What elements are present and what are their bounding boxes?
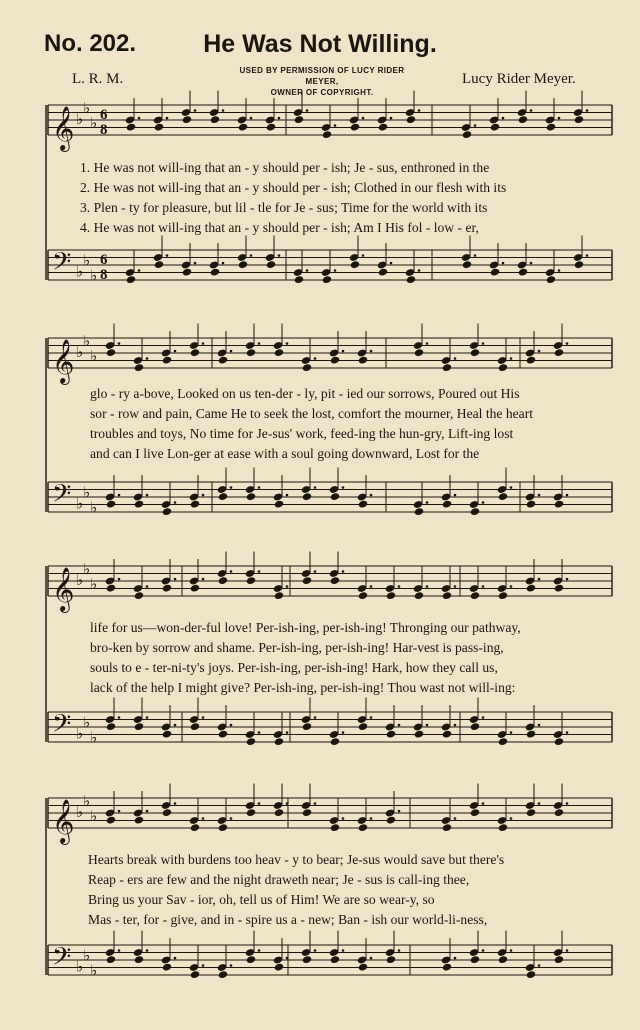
time-signature-digit: 6	[100, 252, 108, 268]
flat-sign-icon: ♭	[83, 946, 91, 965]
permission-line-1: USED BY PERMISSION OF LUCY RIDER MEYER,	[239, 66, 405, 86]
permission-line-2: OWNER OF COPYRIGHT.	[270, 88, 374, 97]
notehead	[358, 963, 368, 972]
dot	[538, 802, 541, 805]
flat-sign-icon: ♭	[90, 498, 98, 517]
notehead	[386, 955, 396, 964]
notehead	[330, 823, 340, 832]
lyric-verse-1: 1. He was not will-ing that an - y should per - ish; Je - sus, enthroned in the	[80, 160, 490, 175]
flat-sign-icon: ♭	[83, 251, 91, 270]
dot	[538, 964, 541, 967]
flat-sign-icon: ♭	[83, 98, 91, 117]
notehead	[526, 808, 536, 817]
flat-sign-icon: ♭	[76, 957, 84, 976]
notehead	[554, 808, 564, 817]
hymn-title: He Was Not Willing.	[203, 30, 437, 58]
flat-sign-icon: ♭	[76, 724, 84, 743]
hymn-meter: L. R. M.	[72, 71, 124, 87]
dot	[566, 802, 569, 805]
lyric-verse-4: 4. He was not will-ing that an - y should per - ish; Am I His fol - low - er,	[80, 220, 479, 235]
lyric-verse-4: Mas - ter, for - give, and in - spire us a - new; Ban - ish our world-li-ness,	[88, 912, 488, 927]
dot	[370, 957, 373, 960]
dot	[398, 810, 401, 813]
notehead	[470, 808, 480, 817]
bass-clef-icon: 𝄢	[52, 709, 72, 745]
flat-sign-icon: ♭	[76, 110, 84, 128]
lyric-verse-4: and can I live Lon-ger at ease with a soul going downward, Lost for the	[90, 446, 480, 461]
dot	[314, 802, 317, 805]
dot	[370, 817, 373, 820]
flat-sign-icon: ♭	[83, 483, 91, 502]
bass-clef-icon: 𝄢	[52, 247, 72, 283]
flat-sign-icon: ♭	[90, 728, 98, 747]
lyric-verse-2: sor - row and pain, Came He to seek the lost, comfort the mourner, Heal the heart	[90, 406, 533, 421]
flat-sign-icon: ♭	[83, 331, 91, 350]
notehead	[274, 963, 284, 972]
flat-sign-icon: ♭	[76, 262, 84, 281]
hymn-author: Lucy Rider Meyer.	[462, 71, 576, 87]
dot	[342, 817, 345, 820]
flat-sign-icon: ♭	[90, 113, 98, 132]
dot	[258, 802, 261, 805]
notehead	[162, 963, 172, 972]
time-signature-digit: 8	[100, 122, 108, 138]
dot	[202, 817, 205, 820]
flat-sign-icon: ♭	[83, 713, 91, 732]
flat-sign-icon: ♭	[83, 559, 91, 578]
notehead	[106, 816, 116, 825]
dot	[566, 949, 569, 952]
notehead	[134, 816, 144, 825]
notehead	[190, 970, 200, 979]
notehead	[498, 823, 508, 832]
flat-sign-icon: ♭	[76, 343, 84, 361]
lyric-verse-2: 2. He was not will-ing that an - y should per - ish; Clothed in our flesh with its	[80, 180, 507, 195]
notehead	[218, 823, 228, 832]
dot	[202, 964, 205, 967]
dot	[510, 949, 513, 952]
dot	[510, 817, 513, 820]
dot	[258, 949, 261, 952]
dot	[118, 949, 121, 952]
lyric-verse-4: lack of the help I might give? Per-ish-ing, per-ish-ing! Thou wast not will-ing:	[90, 680, 516, 695]
hymn-number: No. 202.	[44, 30, 137, 57]
flat-sign-icon: ♭	[76, 803, 84, 821]
time-signature-digit: 6	[100, 107, 108, 123]
flat-sign-icon: ♭	[90, 961, 98, 980]
dot	[146, 810, 149, 813]
flat-sign-icon: ♭	[90, 266, 98, 285]
notehead	[190, 823, 200, 832]
lyric-verse-3: troubles and toys, No time for Je-sus' work, feed-ing the hun-gry, Lift-ing lost	[90, 426, 514, 441]
notehead	[442, 823, 452, 832]
lyric-verse-3: Bring us your Sav - ior, oh, tell us of Him! We are so wear-y, so	[88, 892, 435, 907]
dot	[314, 949, 317, 952]
dot	[286, 957, 289, 960]
treble-clef-icon: 𝄞	[52, 106, 75, 150]
dot	[454, 957, 457, 960]
treble-clef-icon: 𝄞	[52, 339, 75, 383]
flat-sign-icon: ♭	[90, 574, 98, 593]
flat-sign-icon: ♭	[76, 494, 84, 513]
notehead	[442, 963, 452, 972]
dot	[146, 949, 149, 952]
notehead	[526, 970, 536, 979]
notehead	[246, 808, 256, 817]
notehead	[498, 955, 508, 964]
lyric-verse-1: glo - ry a-bove, Looked on us ten-der - ly, pit - ied our sorrows, Poured out His	[90, 386, 520, 401]
notehead	[134, 955, 144, 964]
notehead	[162, 808, 172, 817]
notehead	[358, 823, 368, 832]
lyric-verse-2: bro-ken by sorrow and shame. Per-ish-ing, per-ish-ing! Har-vest is pass-ing,	[90, 640, 504, 655]
notehead	[470, 955, 480, 964]
flat-sign-icon: ♭	[90, 806, 98, 825]
time-signature-digit: 8	[100, 267, 108, 283]
dot	[174, 802, 177, 805]
notehead	[106, 955, 116, 964]
dot	[118, 810, 121, 813]
dot	[174, 957, 177, 960]
bass-clef-icon: 𝄢	[52, 942, 72, 978]
dot	[230, 817, 233, 820]
notehead	[218, 970, 228, 979]
dot	[482, 949, 485, 952]
dot	[398, 949, 401, 952]
notehead	[330, 955, 340, 964]
notehead	[302, 955, 312, 964]
lyric-verse-1: life for us—won-der-ful love! Per-ish-ing, per-ish-ing! Thronging our pathway,	[90, 620, 521, 635]
dot	[454, 817, 457, 820]
dot	[482, 802, 485, 805]
treble-clef-icon: 𝄞	[52, 799, 75, 843]
notehead	[246, 955, 256, 964]
lyric-verse-3: souls to e - ter-ni-ty's joys. Per-ish-ing, per-ish-ing! Hark, how they call us,	[90, 660, 498, 675]
dot	[342, 949, 345, 952]
bass-clef-icon: 𝄢	[52, 479, 72, 515]
treble-clef-icon: 𝄞	[52, 567, 75, 611]
lyric-verse-1: Hearts break with burdens too heav - y to bear; Je-sus would save but there's	[88, 852, 505, 867]
flat-sign-icon: ♭	[76, 571, 84, 589]
notehead	[302, 808, 312, 817]
flat-sign-icon: ♭	[83, 791, 91, 810]
lyric-verse-2: Reap - ers are few and the night draweth near; Je - sus is call-ing thee,	[88, 872, 470, 887]
flat-sign-icon: ♭	[90, 346, 98, 365]
lyric-verse-3: 3. Plen - ty for pleasure, but lil - tle for Je - sus; Time for the world with its	[80, 200, 488, 215]
dot	[286, 802, 289, 805]
notehead	[554, 955, 564, 964]
notehead	[386, 816, 396, 825]
notehead	[274, 808, 284, 817]
dot	[230, 964, 233, 967]
